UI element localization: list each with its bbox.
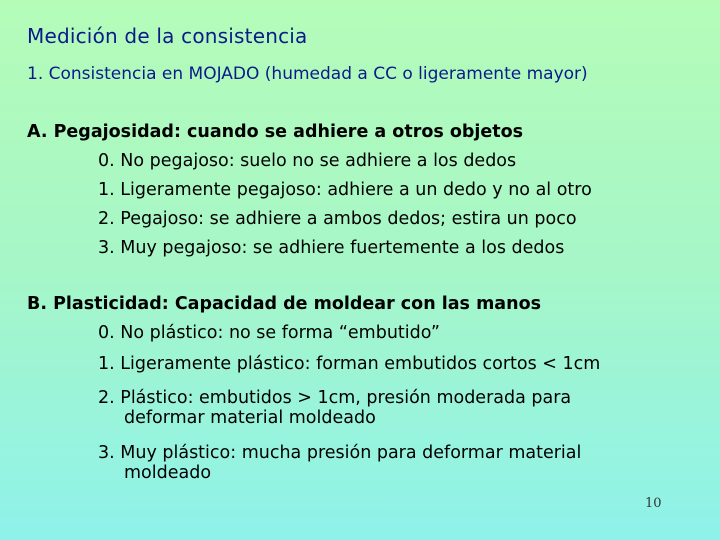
section-b-heading: B. Plasticidad: Capacidad de moldear con las manos xyxy=(27,294,542,314)
section-b-item-2 xyxy=(98,388,571,428)
section-a-item-0: 0. No pegajoso: suelo no se adhiere a los dedos xyxy=(98,151,517,171)
section-b-item-1 xyxy=(98,354,600,374)
section-b-item-2-line2: deformar material moldeado xyxy=(124,408,376,428)
page-number: 10 xyxy=(645,496,662,511)
section-a-item-2: 2. Pegajoso: se adhiere a ambos dedos; estira un poco xyxy=(98,209,577,229)
section-b-item-2-line1: 2. Plástico: embutidos > 1cm, presión moderada para xyxy=(98,388,572,408)
section-a-heading: A. Pegajosidad: cuando se adhiere a otros objetos xyxy=(27,122,524,142)
section-b-item-3-line2: moldeado xyxy=(124,463,212,483)
section-b-item-3 xyxy=(98,443,581,483)
slide-subtitle: 1. Consistencia en MOJADO (humedad a CC o ligeramente mayor) xyxy=(27,64,588,84)
slide-title: Medición de la consistencia xyxy=(27,24,308,48)
section-b-item-0-text: 0. No plástico: no se forma “embutido” xyxy=(98,323,440,343)
section-a-item-3: 3. Muy pegajoso: se adhiere fuertemente a los dedos xyxy=(98,238,565,258)
section-b-item-1-text: 1. Ligeramente plástico: forman embutidos cortos < 1cm xyxy=(98,354,601,374)
section-b-item-0 xyxy=(98,323,440,343)
section-b-item-3-line1: 3. Muy plástico: mucha presión para deformar material xyxy=(98,443,582,463)
section-a-item-1: 1. Ligeramente pegajoso: adhiere a un dedo y no al otro xyxy=(98,180,592,200)
